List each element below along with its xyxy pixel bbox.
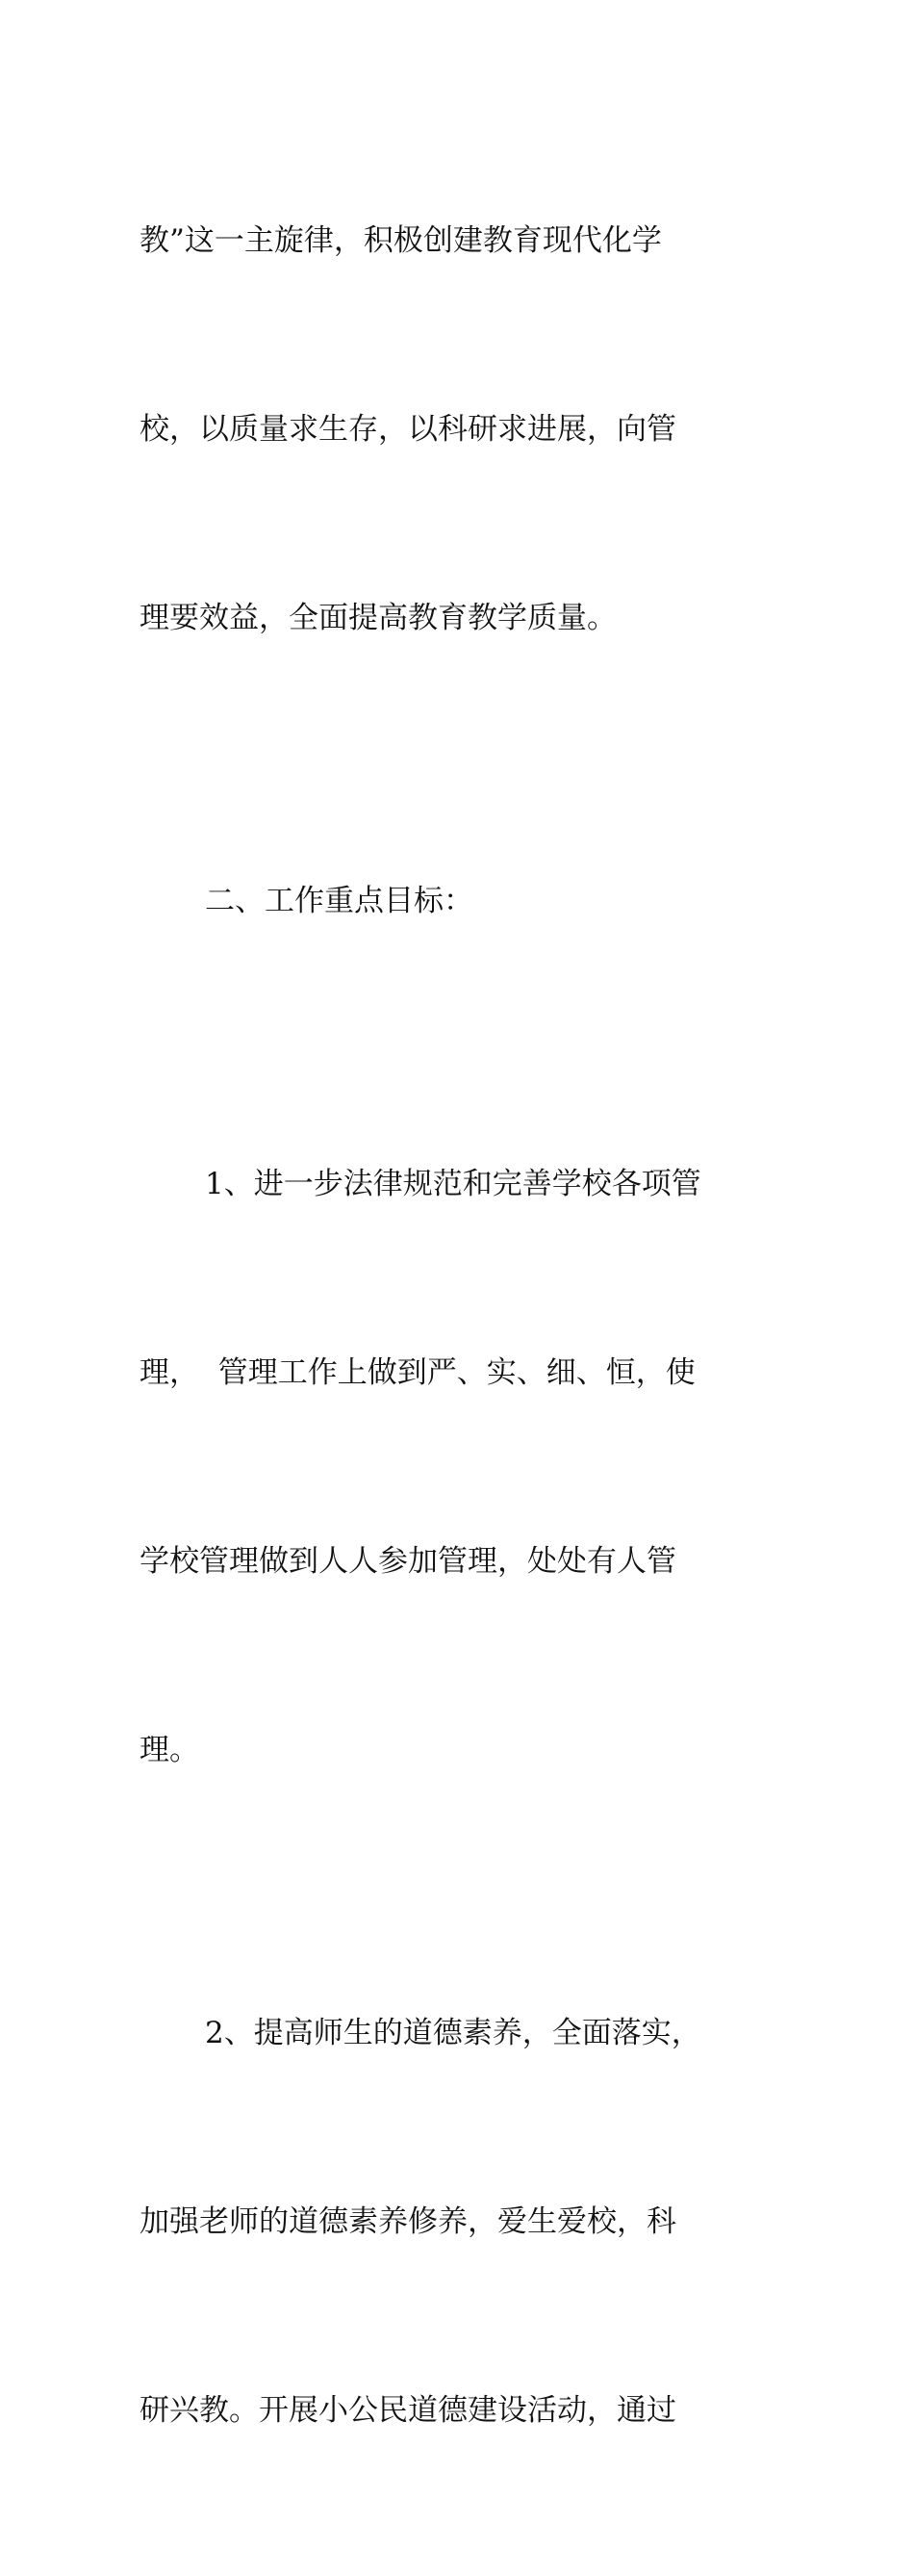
section-heading — [140, 784, 774, 1019]
paragraph-line: 加强老师的道德素养修养，爱生爱校，科 — [140, 2204, 676, 2239]
paragraph-line: 理要效益，全面提高教育教学质量。 — [140, 601, 617, 635]
paragraph-line: 学校管理做到人人参加管理，处处有人管 — [140, 1544, 676, 1579]
heading-line: 二、工作重点目标： — [205, 884, 473, 918]
paragraph-1 — [140, 123, 774, 736]
paragraph-line: 理， 管理工作上做到严、实、细、恒，使 — [140, 1355, 696, 1390]
paragraph-line: 教”这一主旋律，积极创建教育现代化学 — [140, 223, 662, 258]
paragraph-line: 1、进一步法律规范和完善学校各项管 — [205, 1167, 701, 1201]
document-body — [140, 123, 774, 2576]
paragraph-line: 校，以质量求生存，以科研求进展，向管 — [140, 412, 676, 447]
paragraph-line: 理。 — [140, 1733, 199, 1767]
paragraph-2 — [140, 1067, 774, 1868]
paragraph-line: 2、提高师生的道德素养，全面落实， — [205, 2016, 701, 2050]
paragraph-line: 研兴教。开展小公民道德建设活动，通过 — [140, 2393, 676, 2428]
paragraph-3 — [140, 1916, 774, 2529]
